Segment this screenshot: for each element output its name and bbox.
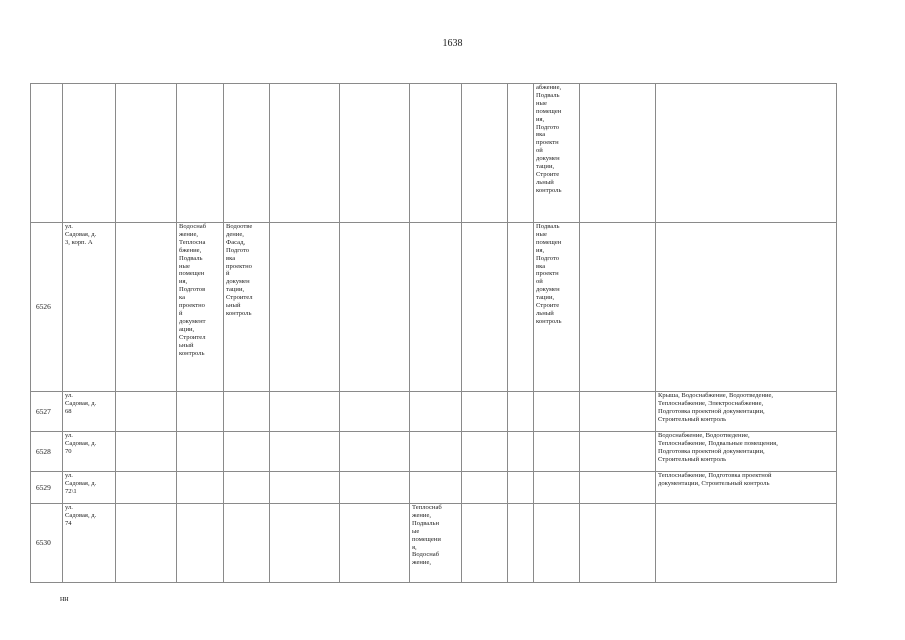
address-cell: ул. Садовая, д. 68 [63, 392, 116, 432]
work-cell [116, 432, 177, 472]
table-row [31, 504, 837, 583]
work-cell [270, 432, 340, 472]
address-cell: ул. Садовая, д. 70 [63, 432, 116, 472]
works-list-cell: Теплоснабжение, Подготовка проектной документации, Строительный контроль [656, 472, 837, 504]
work-cell [410, 84, 462, 223]
work-cell [462, 392, 508, 432]
work-cell [508, 472, 534, 504]
row-number [31, 84, 63, 223]
work-cell [270, 504, 340, 583]
work-cell [580, 392, 656, 432]
work-cell: Водоснаб жение, Теплосна бжение, Подваль ные помещен ия, Подготов ка проектно й документ ации, Строител ьный контроль [177, 223, 224, 392]
work-cell [462, 223, 508, 392]
work-cell [177, 432, 224, 472]
work-cell [340, 223, 410, 392]
work-cell [177, 472, 224, 504]
work-cell [340, 472, 410, 504]
work-cell [116, 504, 177, 583]
address-cell: ул. Садовая, д. 3, корп. А [63, 223, 116, 392]
work-cell: Теплоснаб жение, Подвальн ые помещени я, Водоснаб жение, [410, 504, 462, 583]
work-cell [534, 504, 580, 583]
page-number: 1638 [442, 38, 463, 49]
work-cell [270, 472, 340, 504]
work-cell [580, 223, 656, 392]
work-cell [508, 504, 534, 583]
work-cell [462, 472, 508, 504]
work-cell [462, 84, 508, 223]
works-table [30, 83, 837, 583]
work-cell [340, 392, 410, 432]
footer-mark: нн [60, 594, 69, 603]
works-list-cell [656, 84, 837, 223]
row-number: 6529 [31, 472, 63, 504]
works-list-cell [656, 504, 837, 583]
work-cell [410, 472, 462, 504]
works-list-cell: Крыша, Водоснабжение, Водоотведение, Теплоснабжение, Электроснабжение, Подготовка проектной документации, Строительный контроль [656, 392, 837, 432]
work-cell [410, 223, 462, 392]
work-cell [410, 432, 462, 472]
work-cell: абжение, Подваль ные помещен ия, Подгото вка проектн ой докумен тации, Строите льный контроль [534, 84, 580, 223]
row-number: 6530 [31, 504, 63, 583]
address-cell: ул. Садовая, д. 72\1 [63, 472, 116, 504]
work-cell [177, 504, 224, 583]
work-cell [340, 432, 410, 472]
work-cell [508, 84, 534, 223]
work-cell [270, 84, 340, 223]
work-cell [116, 223, 177, 392]
work-cell [534, 472, 580, 504]
work-cell [580, 504, 656, 583]
row-number: 6527 [31, 392, 63, 432]
works-list-cell: Водоснабжение, Водоотведение, Теплоснабжение, Подвальные помещения, Подготовка проектной документации, Строительный контроль [656, 432, 837, 472]
work-cell [462, 432, 508, 472]
work-cell [508, 392, 534, 432]
table-row [31, 223, 837, 392]
work-cell: Водоотве дение, Фасад, Подгото вка проектно й докумен тации, Строител ьный контроль [224, 223, 270, 392]
table-row [31, 84, 837, 223]
work-cell [116, 392, 177, 432]
work-cell [534, 392, 580, 432]
work-cell [224, 392, 270, 432]
work-cell [270, 392, 340, 432]
work-cell [116, 84, 177, 223]
row-number: 6526 [31, 223, 63, 392]
work-cell [224, 432, 270, 472]
row-number: 6528 [31, 432, 63, 472]
table-row [31, 392, 837, 432]
work-cell [580, 472, 656, 504]
work-cell [224, 504, 270, 583]
work-cell [340, 504, 410, 583]
work-cell [224, 84, 270, 223]
work-cell [177, 392, 224, 432]
work-cell [508, 223, 534, 392]
address-cell [63, 84, 116, 223]
work-cell [270, 223, 340, 392]
work-cell [177, 84, 224, 223]
work-cell [340, 84, 410, 223]
address-cell: ул. Садовая, д. 74 [63, 504, 116, 583]
work-cell [580, 84, 656, 223]
works-list-cell [656, 223, 837, 392]
work-cell [508, 432, 534, 472]
work-cell: Подваль ные помещен ия, Подгото вка проектн ой докумен тации, Строите льный контроль [534, 223, 580, 392]
work-cell [224, 472, 270, 504]
work-cell [462, 504, 508, 583]
work-cell [410, 392, 462, 432]
work-cell [116, 472, 177, 504]
work-cell [580, 432, 656, 472]
table-row [31, 472, 837, 504]
work-cell [534, 432, 580, 472]
table-row [31, 432, 837, 472]
